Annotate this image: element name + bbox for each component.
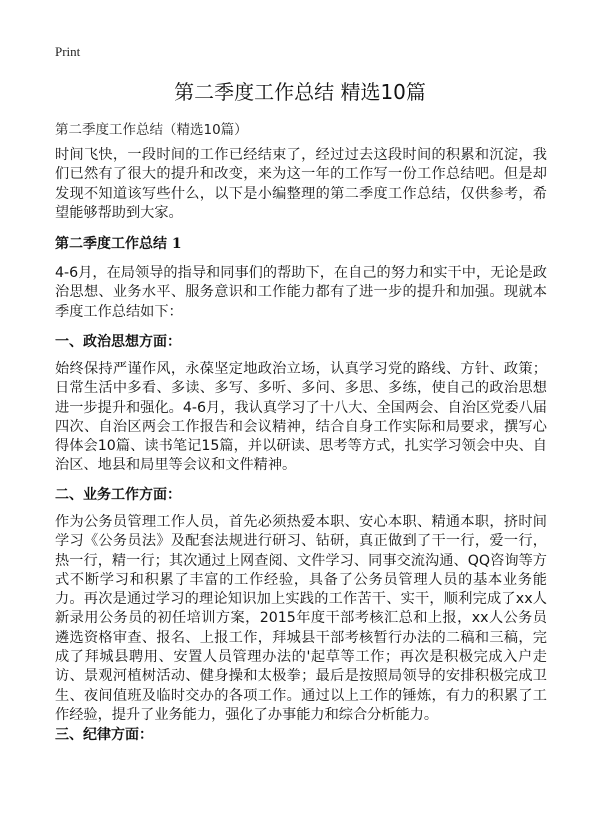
section-body-political: 始终保持严谨作风，永葆坚定地政治立场，认真学习党的路线、方针、政策；日常生活中多看、多读、多写、多听、多问、多思、多练，使自己的政治思想进一步提升和强化。4-6月，我认真学习了十八大、全国两会、自治区党委八届四次、自治区两会工作报告和会议精神，结合自身工作实际和局要求，撰写心得体会10篇、读书笔记15篇，并以研读、思考等方式，扎实学习领会中央、自治区、地县和局里等会议和文件精神。 <box>55 361 547 474</box>
section-body-business: 作为公务员管理工作人员，首先必须热爱本职、安心本职、精通本职，挤时间学习《公务员法》及配套法规进行研习、钻研，真正做到了干一行，爱一行，热一行，精一行；其次通过上网查阅、文件学习、同事交流沟通、QQ咨询等方式不断学习和积累了丰富的工作经验，具备了公务员管理人员的基本业务能力。再次是通过学习的理论知识加上实践的工作苦干、实干，顺利完成了xx人新录用公务员的初任培训方案，2015年度干部考核汇总和上报，xx人公务员遴选资格审查、报名、上报工作，拜城县干部考核暂行办法的二稿和三稿，完成了拜城县聘用、安置人员管理办法的'起草等工作；再次是积极完成入户走访、景观河植树活动、健身操和太极拳；最后是按照局领导的安排积极完成卫生、夜间值班及临时交办的各项工作。通过以上工作的锤炼，有力的积累了工作经验，提升了业务能力，强化了办事能力和综合分析能力。 <box>55 514 547 723</box>
section-heading-political: 一、政治思想方面： <box>55 334 181 350</box>
section-heading-discipline: 三、纪律方面： <box>55 727 153 743</box>
section-body-summary-1: 4-6月，在局领导的指导和同事们的帮助下，在自己的努力和实干中，无论是政治思想、业务水平、服务意识和工作能力都有了进一步的提升和加强。现就本季度工作总结如下： <box>55 265 547 320</box>
section-heading-business: 二、业务工作方面： <box>55 487 181 503</box>
section-heading-summary-1: 第二季度工作总结 1 <box>55 236 182 252</box>
document-subtitle: 第二季度工作总结（精选10篇） <box>55 122 248 138</box>
document-title: 第二季度工作总结 精选10篇 <box>174 80 426 104</box>
intro-paragraph: 时间飞快，一段时间的工作已经结束了，经过过去这段时间的积累和沉淀，我们已然有了很大的提升和改变，来为这一年的工作写一份工作总结吧。但是却发现不知道该写些什么，以下是小编整理的第二季度工作总结，仅供参考，希望能够帮助到大家。 <box>55 147 547 221</box>
print-label[interactable]: Print <box>55 44 81 59</box>
